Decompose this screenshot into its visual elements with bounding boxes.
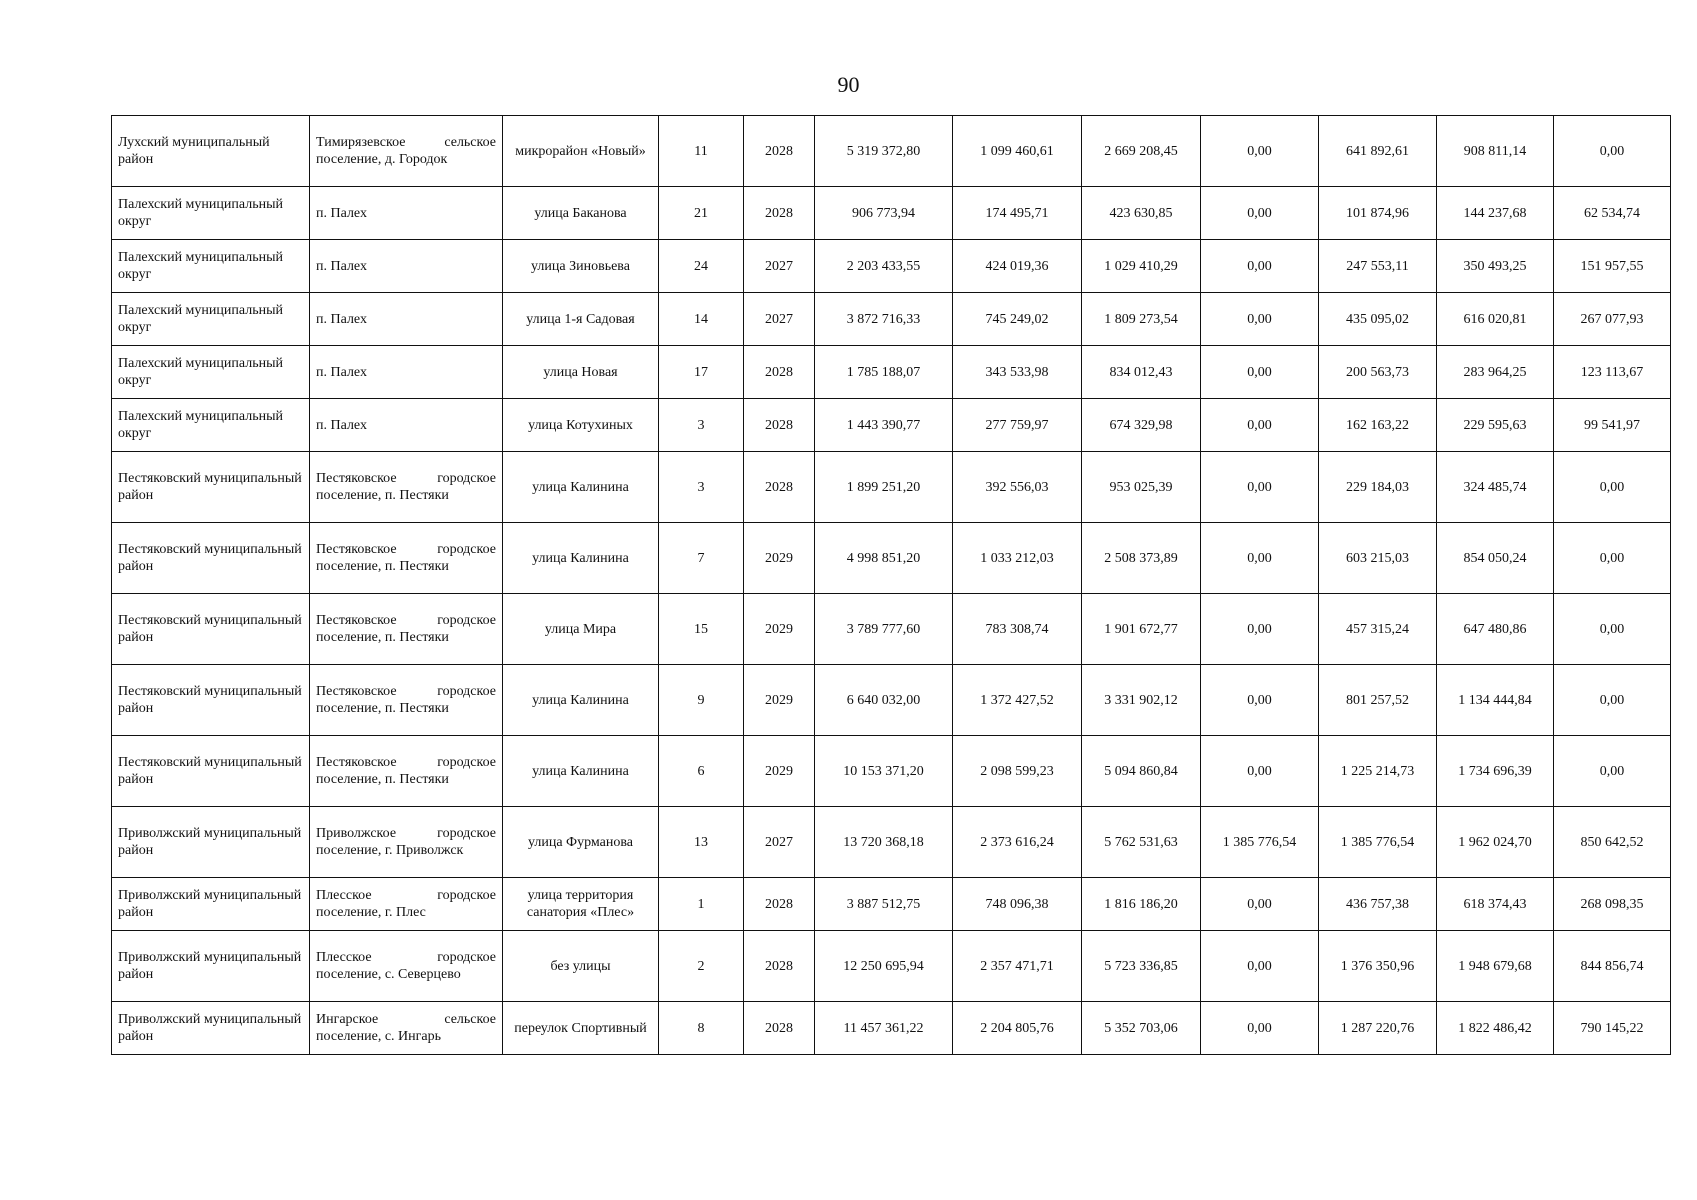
amount-cell-5: 1 822 486,42 — [1437, 1002, 1554, 1055]
amount-cell-1: 343 533,98 — [953, 346, 1082, 399]
amount-cell-4: 641 892,61 — [1319, 116, 1437, 187]
table-row — [112, 399, 1671, 452]
house-number-cell: 7 — [659, 523, 744, 594]
table-row — [112, 240, 1671, 293]
district-cell: Палехский муниципальный округ — [112, 240, 310, 293]
amount-cell-4: 436 757,38 — [1319, 878, 1437, 931]
amount-cell-3: 0,00 — [1201, 523, 1319, 594]
amount-cell-1: 174 495,71 — [953, 187, 1082, 240]
total-cost-cell: 1 785 188,07 — [815, 346, 953, 399]
amount-cell-2: 3 331 902,12 — [1082, 665, 1201, 736]
amount-cell-6: 790 145,22 — [1554, 1002, 1671, 1055]
table-row — [112, 187, 1671, 240]
settlement-cell: п. Палех — [310, 293, 503, 346]
district-cell: Приволжский муниципальный район — [112, 1002, 310, 1055]
street-cell: улица Калинина — [503, 665, 659, 736]
district-cell: Пестяковский муниципальный район — [112, 452, 310, 523]
table-row — [112, 1002, 1671, 1055]
amount-cell-4: 1 385 776,54 — [1319, 807, 1437, 878]
house-number-cell: 11 — [659, 116, 744, 187]
street-cell: переулок Спортивный — [503, 1002, 659, 1055]
settlement-cell: Пестяковское городское поселение, п. Пестяки — [310, 523, 503, 594]
house-number-cell: 21 — [659, 187, 744, 240]
amount-cell-4: 603 215,03 — [1319, 523, 1437, 594]
table-row — [112, 293, 1671, 346]
total-cost-cell: 12 250 695,94 — [815, 931, 953, 1002]
street-cell: улица территория санатория «Плес» — [503, 878, 659, 931]
amount-cell-2: 1 816 186,20 — [1082, 878, 1201, 931]
amount-cell-2: 953 025,39 — [1082, 452, 1201, 523]
amount-cell-3: 1 385 776,54 — [1201, 807, 1319, 878]
district-cell: Пестяковский муниципальный район — [112, 665, 310, 736]
amount-cell-2: 2 508 373,89 — [1082, 523, 1201, 594]
amount-cell-3: 0,00 — [1201, 878, 1319, 931]
amount-cell-2: 423 630,85 — [1082, 187, 1201, 240]
amount-cell-3: 0,00 — [1201, 240, 1319, 293]
amount-cell-6: 62 534,74 — [1554, 187, 1671, 240]
settlement-cell: п. Палех — [310, 240, 503, 293]
total-cost-cell: 3 872 716,33 — [815, 293, 953, 346]
settlement-cell: п. Палех — [310, 187, 503, 240]
amount-cell-4: 200 563,73 — [1319, 346, 1437, 399]
amount-cell-1: 1 372 427,52 — [953, 665, 1082, 736]
amount-cell-5: 616 020,81 — [1437, 293, 1554, 346]
data-table — [111, 115, 1671, 1055]
year-cell: 2028 — [744, 187, 815, 240]
amount-cell-6: 123 113,67 — [1554, 346, 1671, 399]
district-cell: Пестяковский муниципальный район — [112, 594, 310, 665]
year-cell: 2028 — [744, 1002, 815, 1055]
settlement-cell: п. Палех — [310, 399, 503, 452]
total-cost-cell: 2 203 433,55 — [815, 240, 953, 293]
amount-cell-5: 324 485,74 — [1437, 452, 1554, 523]
district-cell: Пестяковский муниципальный район — [112, 523, 310, 594]
table-row — [112, 736, 1671, 807]
street-cell: улица Зиновьева — [503, 240, 659, 293]
street-cell: улица Калинина — [503, 523, 659, 594]
district-cell: Пестяковский муниципальный район — [112, 736, 310, 807]
table-row — [112, 594, 1671, 665]
amount-cell-2: 1 029 410,29 — [1082, 240, 1201, 293]
house-number-cell: 8 — [659, 1002, 744, 1055]
amount-cell-1: 424 019,36 — [953, 240, 1082, 293]
table-row — [112, 665, 1671, 736]
house-number-cell: 14 — [659, 293, 744, 346]
amount-cell-6: 844 856,74 — [1554, 931, 1671, 1002]
amount-cell-3: 0,00 — [1201, 665, 1319, 736]
house-number-cell: 6 — [659, 736, 744, 807]
house-number-cell: 3 — [659, 452, 744, 523]
table-row — [112, 807, 1671, 878]
house-number-cell: 15 — [659, 594, 744, 665]
total-cost-cell: 11 457 361,22 — [815, 1002, 953, 1055]
total-cost-cell: 3 887 512,75 — [815, 878, 953, 931]
amount-cell-3: 0,00 — [1201, 116, 1319, 187]
house-number-cell: 13 — [659, 807, 744, 878]
amount-cell-6: 0,00 — [1554, 594, 1671, 665]
amount-cell-1: 748 096,38 — [953, 878, 1082, 931]
amount-cell-1: 2 357 471,71 — [953, 931, 1082, 1002]
street-cell: улица Калинина — [503, 452, 659, 523]
amount-cell-2: 674 329,98 — [1082, 399, 1201, 452]
amount-cell-3: 0,00 — [1201, 293, 1319, 346]
amount-cell-4: 101 874,96 — [1319, 187, 1437, 240]
street-cell: улица Котухиных — [503, 399, 659, 452]
total-cost-cell: 6 640 032,00 — [815, 665, 953, 736]
year-cell: 2027 — [744, 807, 815, 878]
street-cell: улица Баканова — [503, 187, 659, 240]
amount-cell-6: 0,00 — [1554, 665, 1671, 736]
amount-cell-5: 618 374,43 — [1437, 878, 1554, 931]
amount-cell-5: 854 050,24 — [1437, 523, 1554, 594]
total-cost-cell: 3 789 777,60 — [815, 594, 953, 665]
amount-cell-1: 392 556,03 — [953, 452, 1082, 523]
year-cell: 2027 — [744, 293, 815, 346]
amount-cell-6: 0,00 — [1554, 736, 1671, 807]
amount-cell-4: 1 287 220,76 — [1319, 1002, 1437, 1055]
year-cell: 2028 — [744, 452, 815, 523]
amount-cell-6: 0,00 — [1554, 523, 1671, 594]
street-cell: улица Новая — [503, 346, 659, 399]
district-cell: Приволжский муниципальный район — [112, 931, 310, 1002]
total-cost-cell: 1 899 251,20 — [815, 452, 953, 523]
amount-cell-3: 0,00 — [1201, 346, 1319, 399]
house-number-cell: 17 — [659, 346, 744, 399]
table-row — [112, 452, 1671, 523]
amount-cell-4: 801 257,52 — [1319, 665, 1437, 736]
street-cell: улица 1-я Садовая — [503, 293, 659, 346]
table-row — [112, 523, 1671, 594]
street-cell: улица Калинина — [503, 736, 659, 807]
year-cell: 2027 — [744, 240, 815, 293]
settlement-cell: Ингарское сельское поселение, с. Ингарь — [310, 1002, 503, 1055]
settlement-cell: Пестяковское городское поселение, п. Пестяки — [310, 452, 503, 523]
amount-cell-3: 0,00 — [1201, 1002, 1319, 1055]
amount-cell-4: 229 184,03 — [1319, 452, 1437, 523]
amount-cell-2: 5 094 860,84 — [1082, 736, 1201, 807]
district-cell: Палехский муниципальный округ — [112, 399, 310, 452]
year-cell: 2028 — [744, 346, 815, 399]
amount-cell-2: 5 762 531,63 — [1082, 807, 1201, 878]
amount-cell-4: 1 225 214,73 — [1319, 736, 1437, 807]
amount-cell-6: 268 098,35 — [1554, 878, 1671, 931]
settlement-cell: п. Палех — [310, 346, 503, 399]
amount-cell-1: 277 759,97 — [953, 399, 1082, 452]
house-number-cell: 2 — [659, 931, 744, 1002]
amount-cell-2: 834 012,43 — [1082, 346, 1201, 399]
street-cell: без улицы — [503, 931, 659, 1002]
total-cost-cell: 13 720 368,18 — [815, 807, 953, 878]
settlement-cell: Пестяковское городское поселение, п. Пестяки — [310, 594, 503, 665]
amount-cell-3: 0,00 — [1201, 736, 1319, 807]
table-row — [112, 116, 1671, 187]
settlement-cell: Пестяковское городское поселение, п. Пестяки — [310, 665, 503, 736]
district-cell: Палехский муниципальный округ — [112, 187, 310, 240]
amount-cell-1: 745 249,02 — [953, 293, 1082, 346]
house-number-cell: 9 — [659, 665, 744, 736]
year-cell: 2029 — [744, 665, 815, 736]
amount-cell-3: 0,00 — [1201, 452, 1319, 523]
amount-cell-5: 1 962 024,70 — [1437, 807, 1554, 878]
amount-cell-2: 5 723 336,85 — [1082, 931, 1201, 1002]
amount-cell-6: 850 642,52 — [1554, 807, 1671, 878]
year-cell: 2029 — [744, 594, 815, 665]
amount-cell-5: 229 595,63 — [1437, 399, 1554, 452]
amount-cell-4: 457 315,24 — [1319, 594, 1437, 665]
year-cell: 2028 — [744, 878, 815, 931]
street-cell: микрорайон «Новый» — [503, 116, 659, 187]
amount-cell-6: 0,00 — [1554, 116, 1671, 187]
district-cell: Палехский муниципальный округ — [112, 346, 310, 399]
total-cost-cell: 5 319 372,80 — [815, 116, 953, 187]
amount-cell-5: 1 734 696,39 — [1437, 736, 1554, 807]
amount-cell-5: 908 811,14 — [1437, 116, 1554, 187]
amount-cell-5: 1 948 679,68 — [1437, 931, 1554, 1002]
amount-cell-6: 99 541,97 — [1554, 399, 1671, 452]
amount-cell-1: 2 204 805,76 — [953, 1002, 1082, 1055]
street-cell: улица Фурманова — [503, 807, 659, 878]
table-row — [112, 931, 1671, 1002]
district-cell: Приволжский муниципальный район — [112, 878, 310, 931]
settlement-cell: Плесское городское поселение, г. Плес — [310, 878, 503, 931]
district-cell: Лухский муниципальный район — [112, 116, 310, 187]
page-number: 90 — [837, 72, 860, 97]
settlement-cell: Приволжское городское поселение, г. Приволжск — [310, 807, 503, 878]
table-body — [112, 116, 1671, 1055]
amount-cell-5: 1 134 444,84 — [1437, 665, 1554, 736]
district-cell: Приволжский муниципальный район — [112, 807, 310, 878]
amount-cell-3: 0,00 — [1201, 931, 1319, 1002]
amount-cell-4: 247 553,11 — [1319, 240, 1437, 293]
amount-cell-5: 647 480,86 — [1437, 594, 1554, 665]
year-cell: 2028 — [744, 931, 815, 1002]
amount-cell-6: 0,00 — [1554, 452, 1671, 523]
settlement-cell: Тимирязевское сельское поселение, д. Городок — [310, 116, 503, 187]
table-row — [112, 878, 1671, 931]
year-cell: 2028 — [744, 116, 815, 187]
amount-cell-6: 267 077,93 — [1554, 293, 1671, 346]
house-number-cell: 3 — [659, 399, 744, 452]
amount-cell-4: 435 095,02 — [1319, 293, 1437, 346]
amount-cell-6: 151 957,55 — [1554, 240, 1671, 293]
year-cell: 2028 — [744, 399, 815, 452]
amount-cell-5: 350 493,25 — [1437, 240, 1554, 293]
amount-cell-2: 1 809 273,54 — [1082, 293, 1201, 346]
amount-cell-4: 162 163,22 — [1319, 399, 1437, 452]
amount-cell-1: 1 033 212,03 — [953, 523, 1082, 594]
amount-cell-3: 0,00 — [1201, 399, 1319, 452]
house-number-cell: 24 — [659, 240, 744, 293]
amount-cell-1: 1 099 460,61 — [953, 116, 1082, 187]
total-cost-cell: 4 998 851,20 — [815, 523, 953, 594]
amount-cell-2: 2 669 208,45 — [1082, 116, 1201, 187]
amount-cell-3: 0,00 — [1201, 187, 1319, 240]
total-cost-cell: 1 443 390,77 — [815, 399, 953, 452]
amount-cell-5: 144 237,68 — [1437, 187, 1554, 240]
amount-cell-3: 0,00 — [1201, 594, 1319, 665]
settlement-cell: Пестяковское городское поселение, п. Пестяки — [310, 736, 503, 807]
total-cost-cell: 906 773,94 — [815, 187, 953, 240]
year-cell: 2029 — [744, 736, 815, 807]
amount-cell-2: 1 901 672,77 — [1082, 594, 1201, 665]
settlement-cell: Плесское городское поселение, с. Северцево — [310, 931, 503, 1002]
district-cell: Палехский муниципальный округ — [112, 293, 310, 346]
amount-cell-1: 783 308,74 — [953, 594, 1082, 665]
amount-cell-5: 283 964,25 — [1437, 346, 1554, 399]
total-cost-cell: 10 153 371,20 — [815, 736, 953, 807]
street-cell: улица Мира — [503, 594, 659, 665]
amount-cell-1: 2 098 599,23 — [953, 736, 1082, 807]
house-number-cell: 1 — [659, 878, 744, 931]
table-row — [112, 346, 1671, 399]
amount-cell-2: 5 352 703,06 — [1082, 1002, 1201, 1055]
amount-cell-1: 2 373 616,24 — [953, 807, 1082, 878]
year-cell: 2029 — [744, 523, 815, 594]
amount-cell-4: 1 376 350,96 — [1319, 931, 1437, 1002]
